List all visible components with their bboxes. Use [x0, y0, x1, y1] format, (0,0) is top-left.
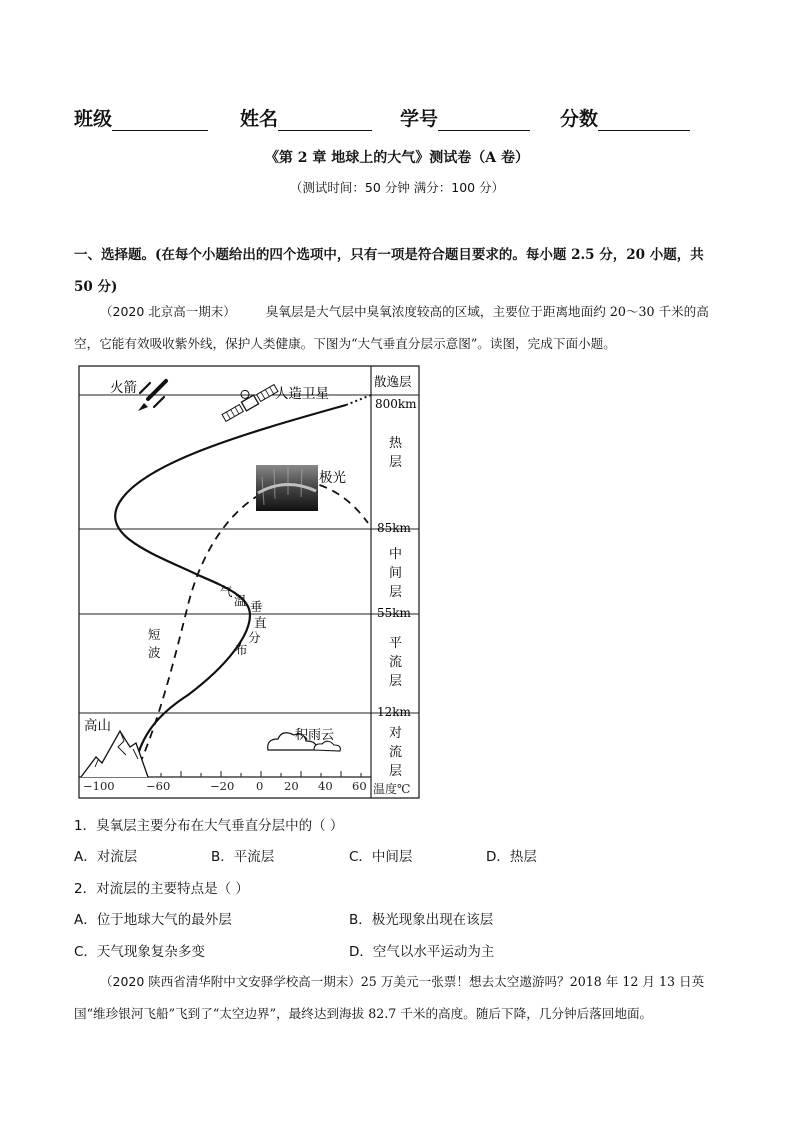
x-tick-label: 40 — [318, 779, 333, 793]
layer-char: 中 — [389, 547, 403, 562]
aurora-label: 极光 — [319, 470, 346, 486]
passage-1-source: （2020 北京高一期末） — [100, 304, 236, 319]
layer-char: 流 — [389, 655, 403, 670]
height-12km: 12km — [377, 705, 411, 719]
satellite-icon — [217, 376, 278, 422]
layer-char: 间 — [389, 566, 403, 581]
layer-char: 层 — [389, 674, 403, 689]
cloud-label: 积雨云 — [295, 728, 335, 743]
x-tick-label: −60 — [146, 779, 171, 793]
q1-option-b[interactable]: B．平流层 — [211, 849, 275, 865]
height-55km: 55km — [377, 606, 411, 620]
question-number: 2． — [74, 881, 97, 897]
height-85km: 85km — [377, 521, 411, 535]
layer-char: 层 — [389, 455, 403, 470]
mountain-label: 高山 — [84, 718, 111, 734]
passage-1-text: 臭氧层是大气层中臭氧浓度较高的区域，主要位于距离地面约 20～30 千米的高空，它能有效吸收紫外线，保护人类健康。下图为“大气垂直分层示意图”。读图，完成下面小题。 — [74, 304, 709, 351]
shortwave-label: 波 — [148, 645, 161, 660]
x-tick-label: 60 — [352, 779, 367, 793]
curve-label: 温 — [234, 593, 247, 608]
question-stem: 臭氧层主要分布在大气垂直分层中的（ ） — [96, 818, 344, 834]
layer-char: 平 — [389, 636, 403, 651]
x-axis-unit: 温度℃ — [373, 782, 411, 796]
layer-char: 层 — [389, 764, 403, 779]
passage-2-source: （2020 陕西省清华附中文安驿学校高一期末） — [100, 974, 361, 989]
atmosphere-layer-figure — [78, 365, 422, 801]
layer-name-exosphere: 散逸层 — [374, 374, 412, 389]
question-1 — [74, 814, 343, 834]
passage-2-text: 25 万美元一张票！想去太空遨游吗？2018 年 12 月 13 日英国“维珍银河飞船”飞到了“太空边界”，最终达到海拔 82.7 千米的高度。随后下降，几分钟后落回地面。 — [74, 974, 705, 1021]
q2-option-b[interactable]: B．极光现象出现在该层 — [349, 912, 494, 928]
x-tick-label: 0 — [256, 779, 264, 793]
score-blank[interactable] — [598, 112, 690, 131]
layer-char: 层 — [389, 585, 403, 600]
question-stem: 对流层的主要特点是（ ） — [96, 881, 249, 897]
figure-frame — [79, 366, 419, 798]
curve-label: 直 — [254, 615, 267, 630]
question-number: 1． — [74, 818, 97, 834]
class-field[interactable] — [74, 104, 208, 131]
q1-option-c[interactable]: C．中间层 — [349, 849, 413, 865]
name-blank[interactable] — [278, 112, 372, 131]
name-label: 姓名 — [240, 108, 279, 130]
score-field[interactable] — [560, 104, 690, 131]
q2-option-a[interactable]: A．位于地球大气的最外层 — [74, 912, 232, 928]
q1-option-a[interactable]: A．对流层 — [74, 849, 138, 865]
name-field[interactable] — [240, 104, 372, 131]
q2-option-c[interactable]: C．天气现象复杂多变 — [74, 944, 205, 960]
q1-option-d[interactable]: D．热层 — [486, 849, 537, 865]
curve-label: 气 — [220, 584, 233, 599]
id-blank[interactable] — [438, 112, 530, 131]
layer-char: 热 — [389, 436, 403, 451]
rocket-icon — [138, 381, 166, 411]
curve-label: 布 — [235, 642, 248, 657]
class-label: 班级 — [74, 108, 113, 130]
satellite-label: 人造卫星 — [275, 386, 329, 402]
student-info-row — [74, 104, 714, 132]
question-2 — [74, 877, 249, 897]
curve-label: 垂 — [250, 599, 263, 614]
id-label: 学号 — [400, 108, 439, 130]
aurora-image — [256, 465, 318, 511]
mountain-icon — [81, 731, 148, 777]
x-tick-label: −20 — [210, 779, 235, 793]
curve-label: 分 — [248, 630, 261, 645]
shortwave-label: 短 — [148, 627, 161, 642]
passage-1 — [74, 296, 724, 360]
id-field[interactable] — [400, 104, 530, 131]
x-tick-label: 20 — [284, 779, 299, 793]
rocket-label: 火箭 — [110, 380, 137, 396]
passage-2 — [74, 966, 724, 1030]
layer-char: 对 — [389, 726, 403, 741]
height-800km: 800km — [375, 397, 417, 411]
layer-char: 流 — [389, 745, 403, 760]
temperature-curve-exo — [346, 395, 371, 405]
q2-option-d[interactable]: D．空气以水平运动为主 — [349, 944, 495, 960]
page-subtitle: （测试时间：50 分钟 满分：100 分） — [289, 180, 505, 195]
x-tick-label: −100 — [83, 779, 115, 793]
score-label: 分数 — [560, 108, 599, 130]
page-title: 《第 2 章 地球上的大气》测试卷（A 卷） — [264, 150, 530, 166]
class-blank[interactable] — [112, 112, 208, 131]
section-heading: 一、选择题。(在每个小题给出的四个选项中，只有一项是符合题目要求的。每小题 2.5 分，20 小题，共 50 分) — [74, 247, 704, 295]
